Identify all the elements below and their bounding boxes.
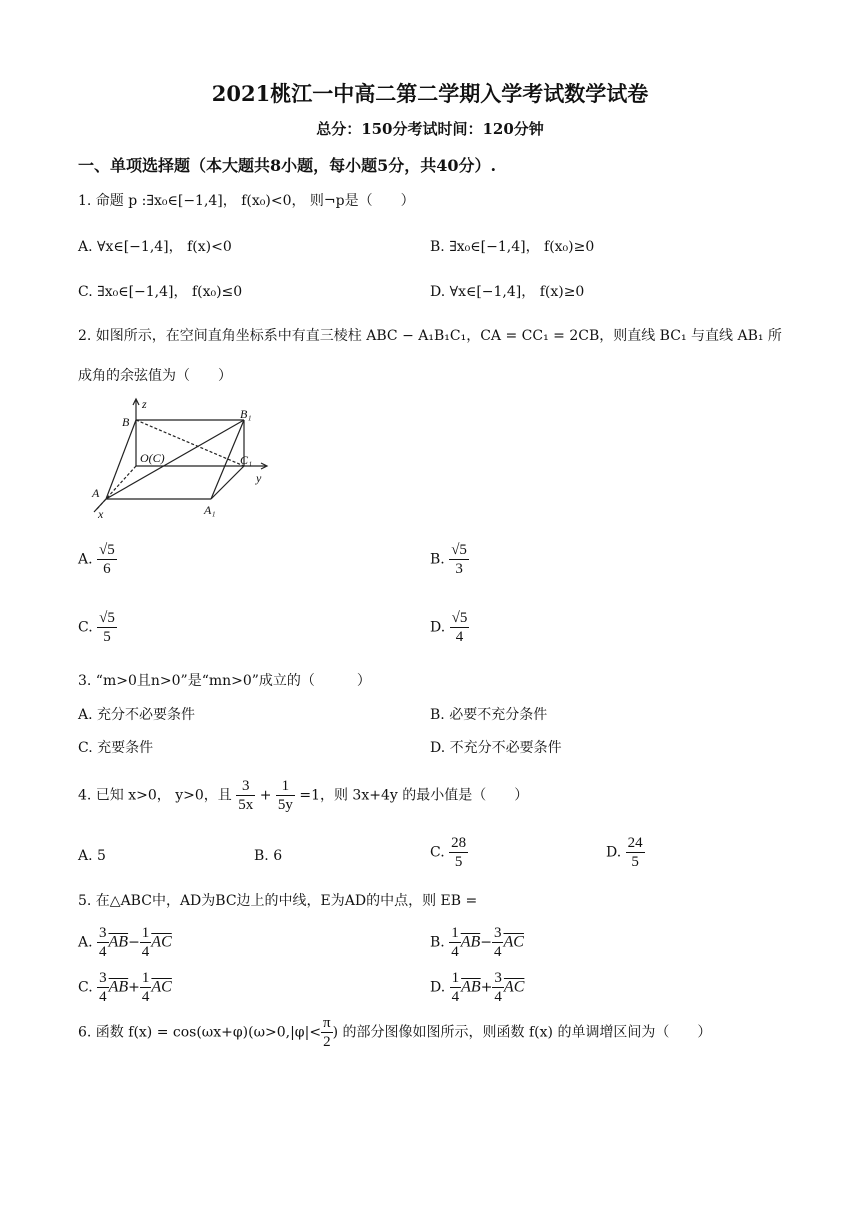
label-b: B <box>122 415 130 429</box>
question-4-option-b: B. 6 <box>254 848 283 864</box>
label-b1: B₁ <box>240 407 252 421</box>
fraction-denominator: 5 <box>454 854 463 870</box>
stem-text: ) 的部分图像如图所示，则函数 f(x) 的单调增区间为（ ） <box>332 1024 712 1041</box>
fraction-numerator: √5 <box>451 542 467 558</box>
fraction-numerator: √5 <box>99 542 115 558</box>
fraction-denominator: 5y <box>277 797 293 813</box>
fraction-numerator: 1 <box>276 777 295 796</box>
question-3-option-a: A. 充分不必要条件 <box>78 707 196 723</box>
fraction-denominator: 4 <box>141 989 150 1005</box>
fraction-denominator: 6 <box>103 561 111 577</box>
option-letter: B. <box>430 551 445 568</box>
fraction-denominator: 4 <box>451 989 460 1005</box>
question-5-option-b <box>430 924 524 961</box>
fraction-numerator: 24 <box>627 835 643 851</box>
vector-ab: $\overline{AB}$ <box>460 933 481 951</box>
stem-text: 6. 函数 f(x) = cos(ωx+φ)(ω>0,|φ|< <box>78 1024 322 1041</box>
operator: + <box>128 979 140 996</box>
label-c1: C₁ <box>240 453 253 467</box>
vector-ab: $\overline{AB}$ <box>108 933 129 951</box>
fraction-numerator: 3 <box>236 777 255 796</box>
fraction-numerator: √5 <box>99 610 115 626</box>
question-3-stem: 3. “m>0且n>0”是“mn>0”成立的（ ） <box>78 673 371 689</box>
option-letter: C. <box>78 619 93 636</box>
question-1-option-c: C. ∃x₀∈[−1,4]， f(x₀)≤0 <box>78 284 243 300</box>
question-2-option-a <box>78 541 117 578</box>
label-o: O(C) <box>140 451 165 465</box>
page-title: 2021桃江一中高二第二学期入学考试数学试卷 <box>211 81 649 106</box>
fraction-denominator: 4 <box>494 989 502 1005</box>
question-1-option-d: D. ∀x∈[−1,4]， f(x)≥0 <box>430 284 585 300</box>
vector-ab: $\overline{AB}$ <box>461 978 481 996</box>
fraction-numerator: 3 <box>99 925 107 941</box>
option-letter: A. <box>78 551 93 568</box>
fraction-numerator: π <box>323 1015 331 1031</box>
label-y: y <box>256 471 262 485</box>
question-1-option-a: A. ∀x∈[−1,4]， f(x)<0 <box>78 239 232 255</box>
fraction-numerator: 3 <box>493 925 502 941</box>
fraction-denominator: 4 <box>455 629 464 645</box>
stem-text: 4. 已知 x>0， y>0，且 <box>78 787 232 804</box>
fraction-numerator: 1 <box>451 970 460 986</box>
fraction-denominator: 5 <box>631 854 639 870</box>
option-letter: C. <box>78 979 93 996</box>
question-4-option-a: A. 5 <box>78 848 106 864</box>
question-6-stem <box>78 1014 711 1051</box>
operator: − <box>128 934 140 951</box>
question-5-stem: 5. 在△ABC中，AD为BC边上的中线，E为AD的中点，则 EB = <box>78 893 478 909</box>
question-4-option-c <box>430 834 468 871</box>
question-2-stem-line2: 成角的余弦值为（ ） <box>78 368 232 384</box>
plus-sign: + <box>259 787 272 804</box>
fraction-denominator: 5 <box>103 629 111 645</box>
fraction-numerator: 1 <box>141 925 150 941</box>
fraction-numerator: 3 <box>494 970 502 986</box>
fraction-denominator: 4 <box>99 944 107 960</box>
option-letter: D. <box>430 619 446 636</box>
question-1-stem: 1. 命题 p :∃x₀∈[−1,4]， f(x₀)<0， 则¬p是（ ） <box>78 193 415 209</box>
question-5-option-c <box>78 969 172 1006</box>
edge-a1-c1 <box>211 466 244 499</box>
label-x: x <box>98 507 104 520</box>
fraction-numerator: 28 <box>451 835 467 851</box>
fraction-denominator: 4 <box>451 944 459 960</box>
vector-ac: $\overline{AC}$ <box>151 978 172 996</box>
option-letter: B. <box>430 934 445 951</box>
question-2-option-d <box>430 609 469 646</box>
fraction-numerator: 1 <box>141 970 150 986</box>
edge-a-b <box>106 420 136 499</box>
section-heading: 一、单项选择题（本大题共8小题，每小题5分，共40分）. <box>78 156 497 175</box>
operator: − <box>480 934 492 951</box>
fraction-denominator: 3 <box>455 561 463 577</box>
fraction-numerator: √5 <box>451 610 468 626</box>
fraction-denominator: 4 <box>493 944 502 960</box>
fraction-denominator: 4 <box>141 944 150 960</box>
question-4-option-d <box>606 834 645 871</box>
question-3-option-d: D. 不充分不必要条件 <box>430 740 562 756</box>
question-2-option-c <box>78 609 117 646</box>
prism-diagram <box>76 396 276 520</box>
question-4-stem <box>78 777 528 814</box>
vector-ac: $\overline{AC}$ <box>503 933 524 951</box>
fraction-numerator: 3 <box>99 970 107 986</box>
question-3-option-c: C. 充要条件 <box>78 740 154 756</box>
fraction-denominator: 5x <box>238 797 254 813</box>
question-3-option-b: B. 必要不充分条件 <box>430 707 548 723</box>
option-letter: A. <box>78 934 93 951</box>
option-letter: D. <box>606 844 622 861</box>
stem-text: =1，则 3x+4y 的最小值是（ ） <box>299 787 529 804</box>
label-a: A <box>92 486 100 500</box>
question-2-option-b <box>430 541 469 578</box>
option-letter: C. <box>430 844 445 861</box>
question-5-option-a <box>78 924 172 961</box>
fraction-denominator: 2 <box>323 1034 331 1050</box>
fraction-denominator: 4 <box>99 989 107 1005</box>
vector-ac: $\overline{AC}$ <box>151 933 172 951</box>
question-5-option-d <box>430 969 524 1006</box>
fraction-numerator: 1 <box>451 925 459 941</box>
question-1-option-b: B. ∃x₀∈[−1,4]， f(x₀)≥0 <box>430 239 595 255</box>
question-2-stem-line1: 2. 如图所示，在空间直角坐标系中有直三棱柱 ABC − A₁B₁C₁，CA = CC₁ = 2CB，则直线 BC₁ 与直线 AB₁ 所 <box>78 328 782 344</box>
option-letter: D. <box>430 979 446 996</box>
operator: + <box>480 979 493 996</box>
vector-ac: $\overline{AC}$ <box>503 978 525 996</box>
vector-ab: $\overline{AB}$ <box>108 978 129 996</box>
exam-info: 总分：150分考试时间：120分钟 <box>316 120 544 138</box>
label-a1: A₁ <box>204 503 216 517</box>
label-z: z <box>142 397 147 411</box>
